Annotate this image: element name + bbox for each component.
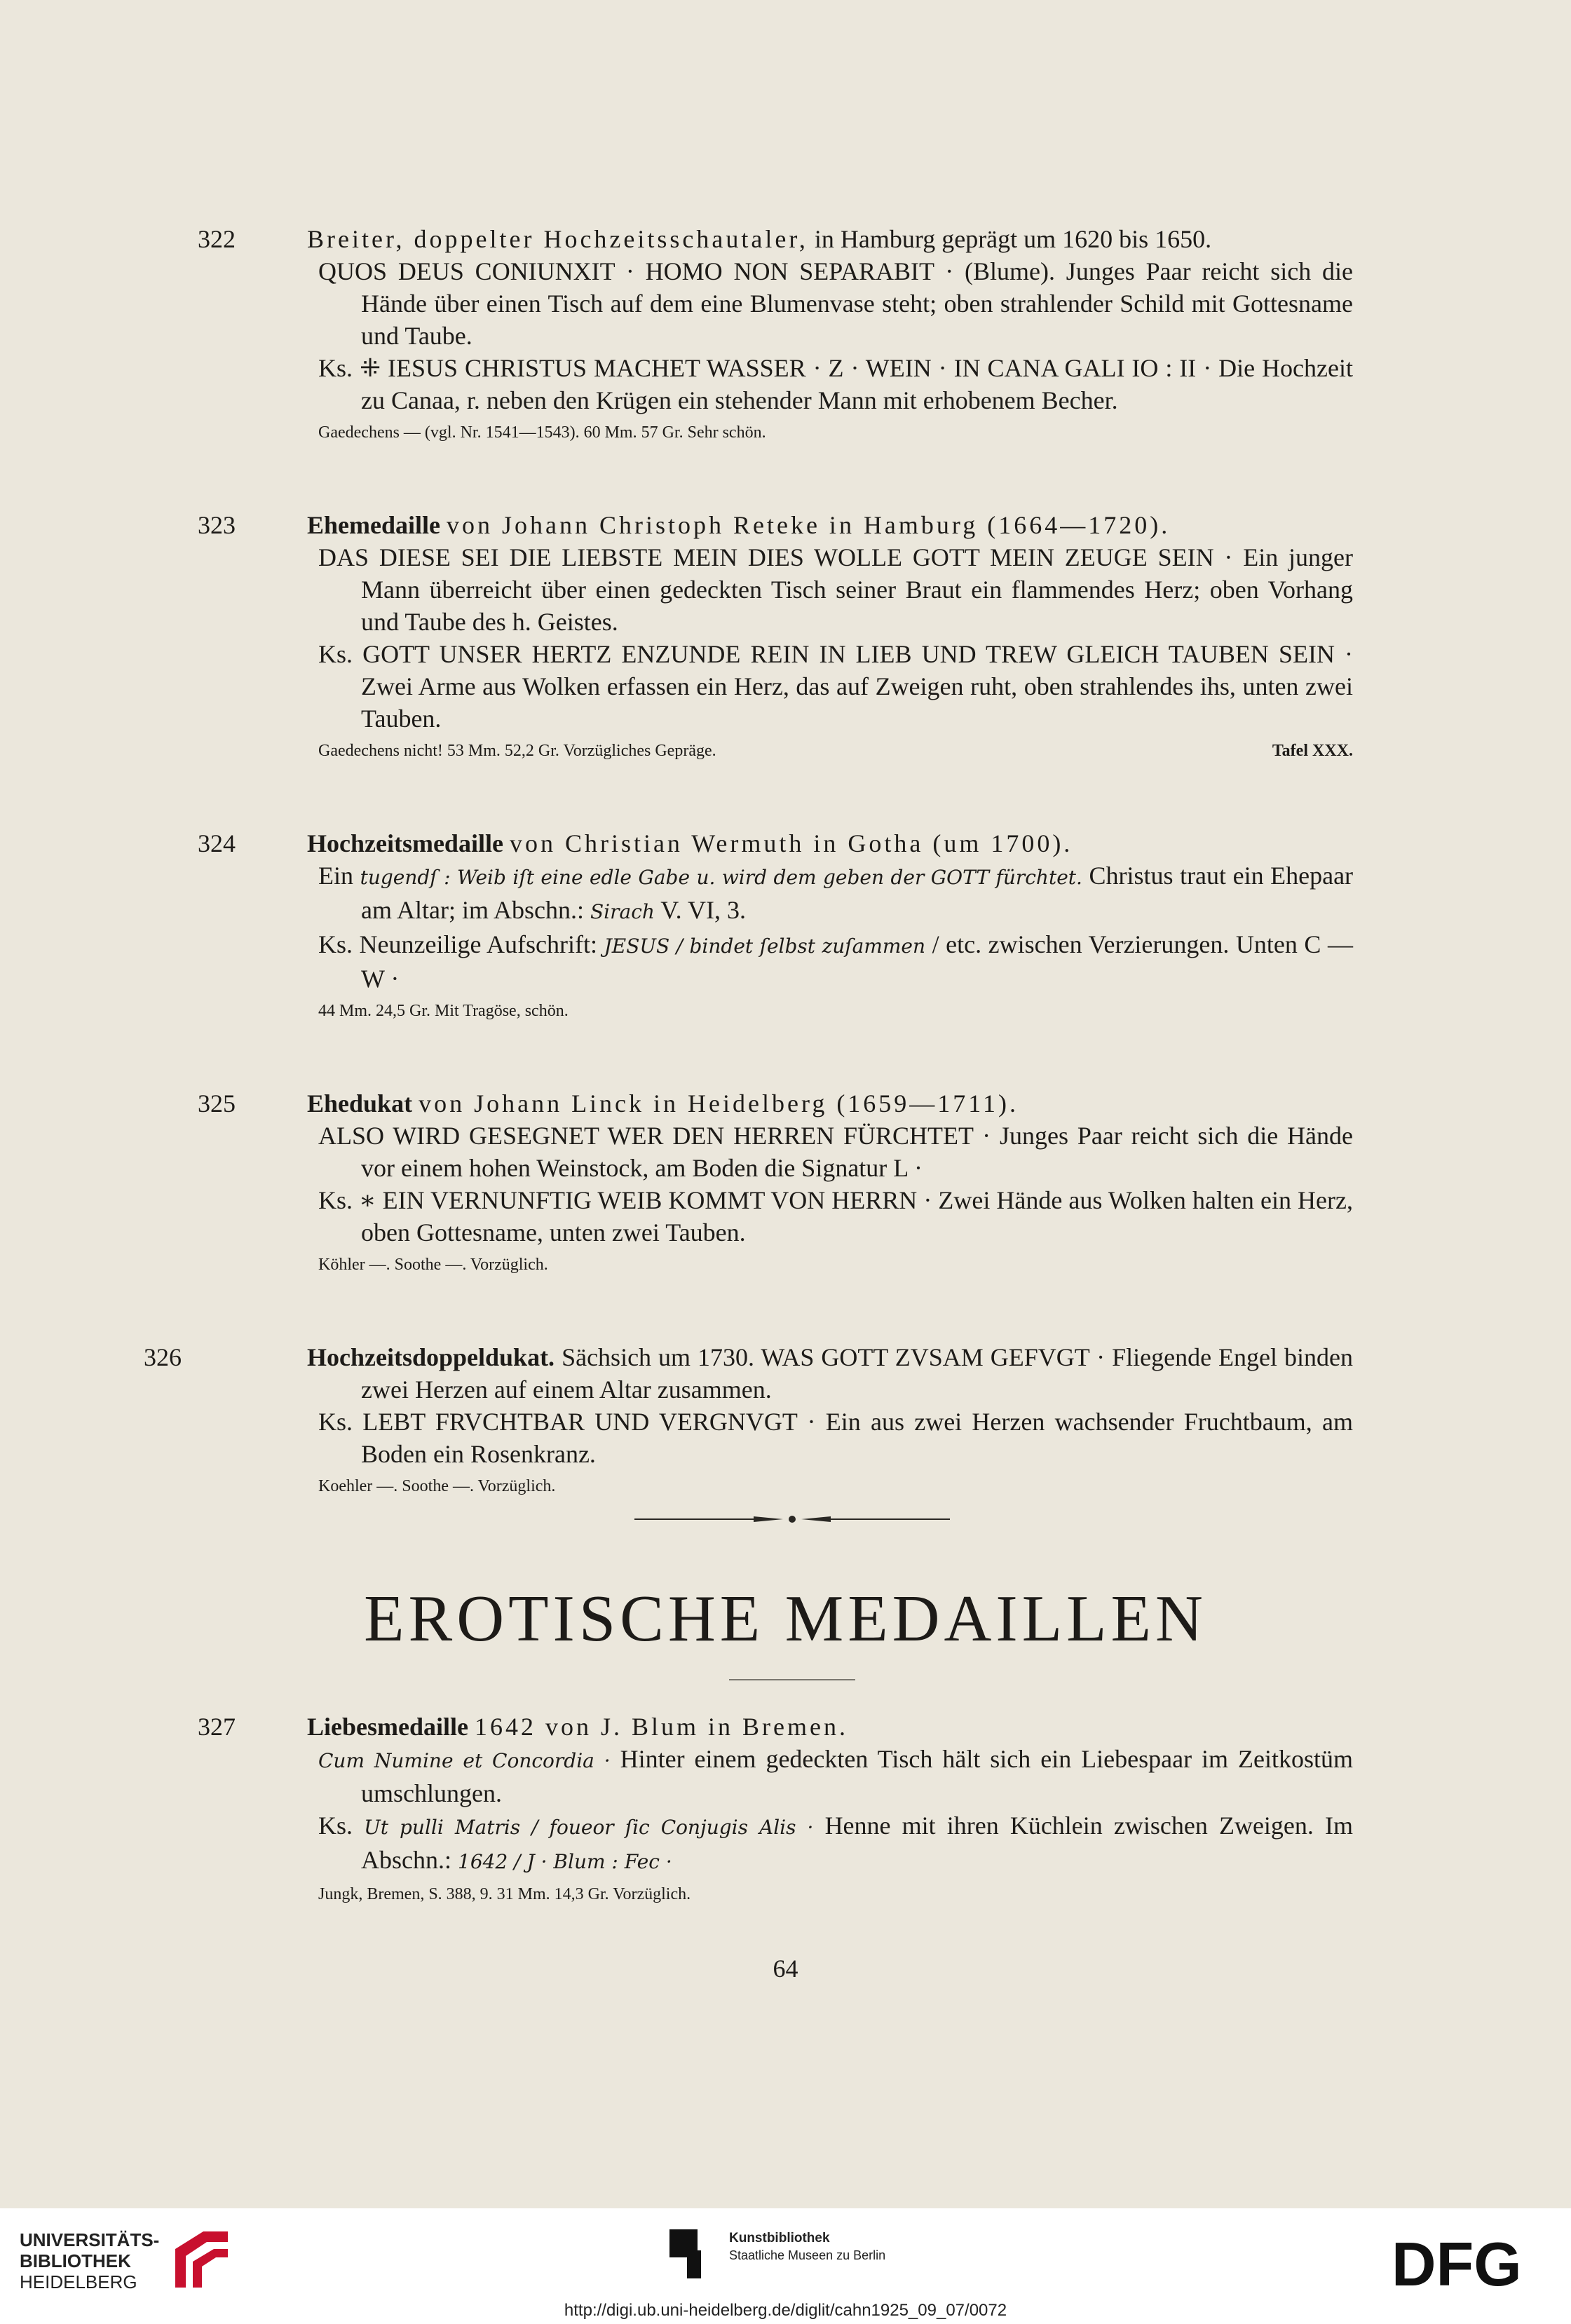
section-underline	[729, 1679, 855, 1680]
obverse-text: Hinter einem gedeckten Tisch hält sich ein Liebespaar im Zeitkostüm umschlungen.	[361, 1745, 1353, 1807]
entry-heading	[198, 509, 1353, 541]
entry-reverse: Ks. ∗ EIN VERNUNFTIG WEIB KOMMT VON HERRN · Zwei Hände aus Wolken halten ein Herz, oben Gottesname, unten zwei Tauben.	[318, 1186, 1353, 1246]
entry-number: 323	[198, 511, 236, 539]
entry-obverse: QUOS DEUS CONIUNXIT · HOMO NON SEPARABIT · (Blume). Junges Paar reicht sich die Hände über einen Tisch auf dem eine Blumenvase steht; oben strahlender Schild mit Gottesname und Taube.	[318, 257, 1353, 350]
reverse-text-a: Ks.	[318, 1812, 353, 1840]
entry-reference	[252, 735, 1353, 767]
entry-number: 325	[198, 1089, 236, 1117]
entries-block	[144, 223, 1354, 1563]
entry-reference-text: Koehler —. Soothe —. Vorzüglich.	[318, 1477, 556, 1495]
entry-obverse	[252, 859, 1353, 928]
reverse-script-inscription: Ut pulli Matris / foueor ſic Conjugis Alis ·	[364, 1816, 814, 1839]
ornamental-divider	[634, 1514, 950, 1524]
entry-obverse: ALSO WIRD GESEGNET WER DEN HERREN FÜRCHTET · Junges Paar reicht sich die Hände vor einem hohen Weinstock, am Boden die Signatur L ·	[318, 1122, 1353, 1182]
entry-reference-text: Köhler —. Soothe —. Vorzüglich.	[318, 1256, 548, 1274]
entry-heading	[198, 827, 1353, 859]
entry-title: Hochzeitsdoppeldukat.	[307, 1343, 555, 1371]
entry-heading	[198, 1087, 1353, 1120]
entry-title-rest: von Johann Linck in Heidelberg (1659—1711).	[419, 1089, 1019, 1117]
entry-heading	[198, 1711, 1353, 1743]
entry-reference	[252, 1878, 1353, 1910]
entry-reference	[252, 1470, 1353, 1502]
ub-heidelberg-logo-icon	[161, 2221, 238, 2298]
entry-heading	[198, 223, 1353, 255]
entry-reference-text: 44 Mm. 24,5 Gr. Mit Tragöse, schön.	[318, 1002, 569, 1020]
source-url-link[interactable]: http://digi.ub.uni-heidelberg.de/diglit/cahn1925_09_07/0072	[564, 2301, 1007, 2320]
entry-reference	[252, 416, 1353, 449]
obverse-text-a: Ein	[318, 862, 353, 890]
entry-title: Breiter, doppelter Hochzeitsschautaler,	[307, 225, 808, 253]
section-title: EROTISCHE MEDAILLEN	[364, 1582, 1207, 1655]
entry-325	[198, 1087, 1353, 1281]
entry-obverse	[252, 1743, 1353, 1809]
entry-reverse: Ks. LEBT FRVCHTBAR UND VERGNVGT · Ein aus zwei Herzen wachsender Fruchtbaum, am Boden ein Rosenkranz.	[318, 1408, 1353, 1468]
footer-bar	[0, 2208, 1571, 2324]
entry-reference	[252, 1249, 1353, 1281]
entry-number: 324	[198, 829, 236, 857]
entry-title-rest: in Hamburg geprägt um 1620 bis 1650.	[814, 225, 1212, 253]
ub-line-1: UNIVERSITÄTS-	[20, 2229, 160, 2250]
entry-heading	[144, 1341, 1354, 1406]
ub-heidelberg-logo-text[interactable]	[20, 2229, 159, 2292]
page-number: 64	[773, 1955, 798, 1983]
ub-line-3: HEIDELBERG	[20, 2271, 137, 2292]
entry-reverse	[252, 1809, 1353, 1878]
entry-reference-text: Gaedechens nicht! 53 Mm. 52,2 Gr. Vorzügliches Gepräge.	[318, 742, 716, 760]
entry-number: 322	[198, 225, 236, 253]
reverse-script-abschnitt: 1642 / J · Blum : Fec ·	[458, 1850, 672, 1873]
entry-title: Ehemedaille	[307, 511, 440, 539]
entry-title-rest: von Christian Wermuth in Gotha (um 1700).	[509, 829, 1073, 857]
entry-324	[198, 827, 1354, 1027]
obverse-text-b: Christus traut ein Ehepaar am Altar; im Abschn.:	[361, 862, 1354, 924]
kb-line-2: Staatliche Museen zu Berlin	[729, 2248, 886, 2262]
section-entries	[198, 1711, 1354, 1971]
entry-reverse: Ks. ⁜ IESUS CHRISTUS MACHET WASSER · Z · WEIN · IN CANA GALI IO : II · Die Hochzeit zu Canaa, r. neben den Krügen ein stehender Mann mit erhobenem Becher.	[318, 354, 1353, 414]
ub-line-2: BIBLIOTHEK	[20, 2250, 131, 2271]
obverse-text-c: V. VI, 3.	[660, 896, 746, 924]
dfg-logo[interactable]	[1392, 2236, 1546, 2292]
entry-title: Hochzeitsmedaille	[307, 829, 503, 857]
entry-reverse	[252, 928, 1353, 995]
reverse-text-b: Henne mit ihren Küchlein zwischen Zweigen. Im Abschn.:	[361, 1812, 1354, 1874]
entry-title: Liebesmedaille	[307, 1713, 468, 1741]
entry-title-rest: von Johann Christoph Reteke in Hamburg (1664—1720).	[446, 511, 1171, 539]
entry-number: 326	[144, 1343, 182, 1371]
reverse-text-b: / etc. zwischen Verzierungen. Unten C — W ·	[361, 930, 1353, 993]
entry-number: 327	[198, 1713, 236, 1741]
entry-322	[198, 223, 1353, 449]
entry-title-rest: 1642 von J. Blum in Bremen.	[474, 1713, 848, 1741]
entry-reference	[252, 995, 1353, 1027]
reverse-text-a: Ks. Neunzeilige Aufschrift:	[318, 930, 597, 958]
kunstbibliothek-logo-icon	[669, 2229, 712, 2278]
entry-326	[144, 1341, 1354, 1502]
entry-title: Ehedukat	[307, 1089, 413, 1117]
entry-reference-text: Jungk, Bremen, S. 388, 9. 31 Mm. 14,3 Gr. Vorzüglich.	[318, 1885, 691, 1903]
entry-reference-plate: Tafel XXX.	[1272, 742, 1353, 760]
entry-327	[198, 1711, 1354, 1910]
reverse-script-inscription: JESUS / bindet ſelbst zuſammen	[604, 935, 926, 958]
entry-obverse: DAS DIESE SEI DIE LIEBSTE MEIN DIES WOLLE GOTT MEIN ZEUGE SEIN · Ein junger Mann überreicht über einen gedeckten Tisch seiner Braut ein flammendes Herz; oben Vorhang und Taube des h. Geistes.	[318, 543, 1353, 636]
obverse-script-inscription: tugendſ : Weib iſt eine edle Gabe u. wird dem geben der GOTT fürchtet.	[360, 866, 1082, 889]
entry-title-rest: Sächsich um 1730. WAS GOTT ZVSAM GEFVGT · Fliegende Engel binden zwei Herzen auf einem Altar zusammen.	[361, 1343, 1354, 1404]
dfg-logo-text: DFG	[1392, 2236, 1522, 2292]
kb-line-1: Kunstbibliothek	[729, 2231, 830, 2245]
kunstbibliothek-logo-text[interactable]	[729, 2229, 885, 2264]
obverse-script-inscription: Cum Numine et Concordia ·	[318, 1749, 611, 1772]
entry-323	[198, 509, 1353, 767]
entry-reference-text: Gaedechens — (vgl. Nr. 1541—1543). 60 Mm. 57 Gr. Sehr schön.	[318, 423, 766, 442]
obverse-script-abschnitt: Sirach	[590, 900, 655, 923]
entry-reverse: Ks. GOTT UNSER HERTZ ENZUNDE REIN IN LIEB UND TREW GLEICH TAUBEN SEIN · Zwei Arme aus Wolken erfassen ein Herz, das auf Zweigen ruht, oben strahlendes ihs, unten zwei Tauben.	[318, 640, 1353, 733]
